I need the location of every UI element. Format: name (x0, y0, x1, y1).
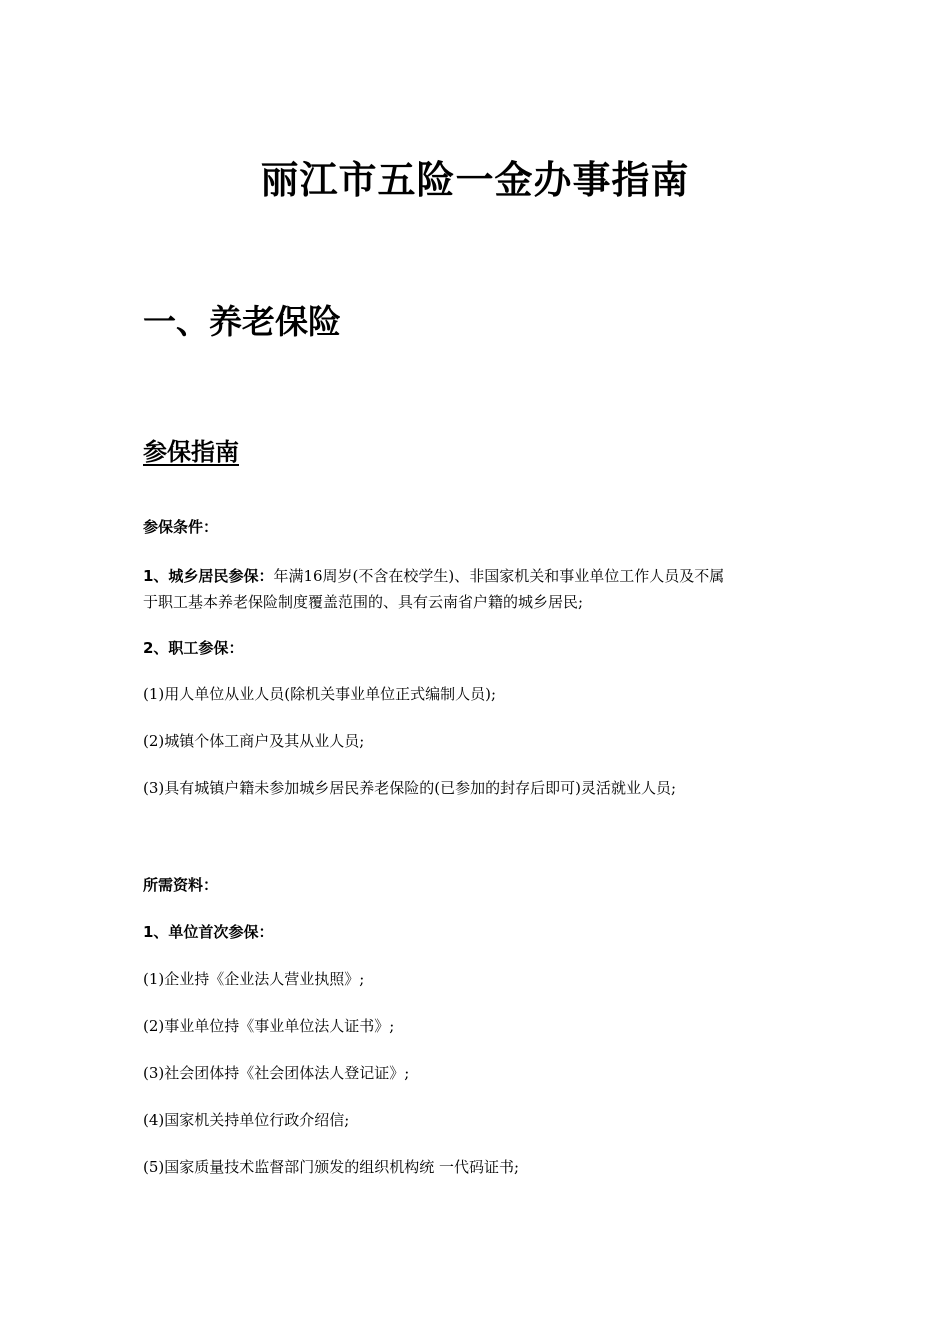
condition-item-2-label: 2、职工参保： (143, 639, 244, 657)
materials-item-1-sub-2: (2)事业单位持《事业单位法人证书》; (143, 1017, 395, 1035)
condition-item-1-label: 1、城乡居民参保： (143, 567, 274, 585)
materials-item-1-sub-1: (1)企业持《企业法人营业执照》; (143, 970, 365, 988)
materials-item-1-sub-4: (4)国家机关持单位行政介绍信; (143, 1111, 350, 1129)
condition-item-1-text: 年满16周岁(不含在校学生)、非国家机关和事业单位工作人员及不属 (273, 567, 725, 585)
materials-item-1-sub-5: (5)国家质量技术监督部门颁发的组织机构统 一代码证书; (143, 1158, 520, 1176)
condition-item-2-sub-3: (3)具有城镇户籍未参加城乡居民养老保险的(已参加的封存后即可)灵活就业人员; (143, 779, 677, 797)
document-title: 丽江市五险一金办事指南 (260, 158, 690, 202)
conditions-label: 参保条件： (143, 518, 219, 536)
condition-item-2-sub-2: (2)城镇个体工商户及其从业人员; (143, 732, 365, 750)
condition-item-1 (143, 564, 724, 588)
materials-item-1-label: 1、单位首次参保： (143, 923, 274, 941)
condition-item-1-continued: 于职工基本养老保险制度覆盖范围的、具有云南省户籍的城乡居民; (143, 593, 584, 611)
section-heading-pension: 一、养老保险 (143, 302, 341, 341)
materials-label: 所需资料： (143, 876, 219, 894)
condition-item-2-sub-1: (1)用人单位从业人员(除机关事业单位正式编制人员); (143, 685, 497, 703)
subheading-enrollment-guide: 参保指南 (143, 438, 239, 466)
materials-item-1-sub-3: (3)社会团体持《社会团体法人登记证》; (143, 1064, 410, 1082)
